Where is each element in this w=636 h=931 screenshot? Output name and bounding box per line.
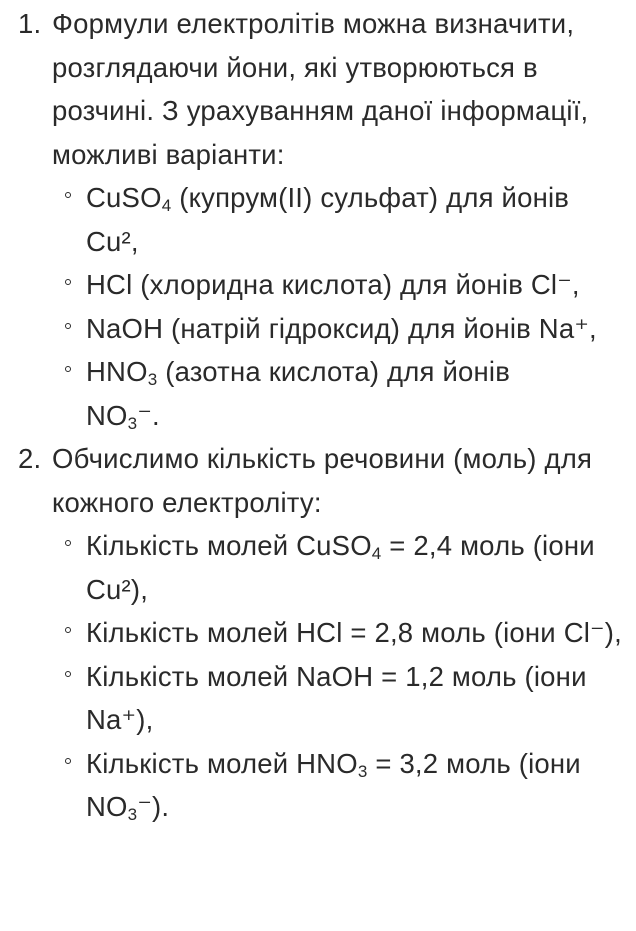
description-text: Кількість молей NaOH = 1,2 моль (іони Na⁺), [86, 660, 587, 735]
sub-item-hcl-moles [52, 611, 626, 655]
formula-text: CuSO [86, 182, 162, 213]
description-text: (натрій гідроксид) для йонів Na⁺, [163, 312, 597, 344]
description-text: Кількість молей HCl = 2,8 моль (іони Cl⁻), [86, 617, 622, 648]
subscript: 4 [371, 544, 382, 563]
sub-item-hno3-moles [52, 742, 626, 829]
sub-item-cuso4 [52, 176, 626, 263]
item-intro: Обчислимо кількість речовини (моль) для кожного електроліту: [52, 443, 593, 518]
description-text: Кількість молей CuSO [86, 530, 372, 561]
ion-charge: ⁻. [137, 399, 160, 431]
subscript: 3 [147, 370, 158, 389]
item-number: 1. [18, 8, 42, 39]
formula-text: HNO [86, 356, 148, 387]
bullet-icon [65, 627, 71, 633]
sub-item-hno3 [52, 350, 626, 437]
list-item-2 [0, 437, 636, 829]
description-text: = 2,4 моль (іони Cu²), [86, 530, 595, 605]
bullet-icon [65, 671, 71, 677]
subscript: 4 [161, 196, 172, 215]
description-text: (азотна кислота) для йонів [157, 356, 511, 387]
ion-text: NO [86, 399, 128, 431]
list-item-1 [0, 2, 636, 437]
ion-charge: ⁻). [137, 791, 170, 822]
formula-text: NaOH [86, 312, 164, 344]
bullet-icon [65, 323, 71, 329]
subscript: 3 [357, 761, 368, 781]
subscript: 3 [127, 413, 138, 433]
item-intro: Формули електролітів можна визначити, розглядаючи йони, які утворюються в розчині. З урахуванням даної інформації, можливі варіанти: [52, 8, 589, 170]
bullet-icon [65, 366, 71, 372]
subscript: 3 [127, 805, 138, 824]
sub-item-naoh [52, 307, 626, 351]
sub-item-naoh-moles [52, 655, 626, 742]
sub-item-cuso4-moles [52, 524, 626, 611]
bullet-icon [65, 540, 71, 546]
bullet-icon [65, 758, 71, 764]
bullet-icon [65, 279, 71, 285]
description-text: Кількість молей HNO [86, 747, 358, 779]
formula-text: HCl [86, 269, 133, 300]
sub-item-hcl [52, 263, 626, 307]
description-text: (купрум(II) сульфат) для йонів Cu², [86, 182, 570, 257]
description-text: = 3,2 моль (іони [367, 747, 581, 779]
item-number: 2. [18, 443, 42, 474]
bullet-icon [65, 192, 71, 198]
description-text: (хлоридна кислота) для йонів Cl⁻, [132, 269, 580, 300]
ion-text: NO [86, 791, 128, 822]
